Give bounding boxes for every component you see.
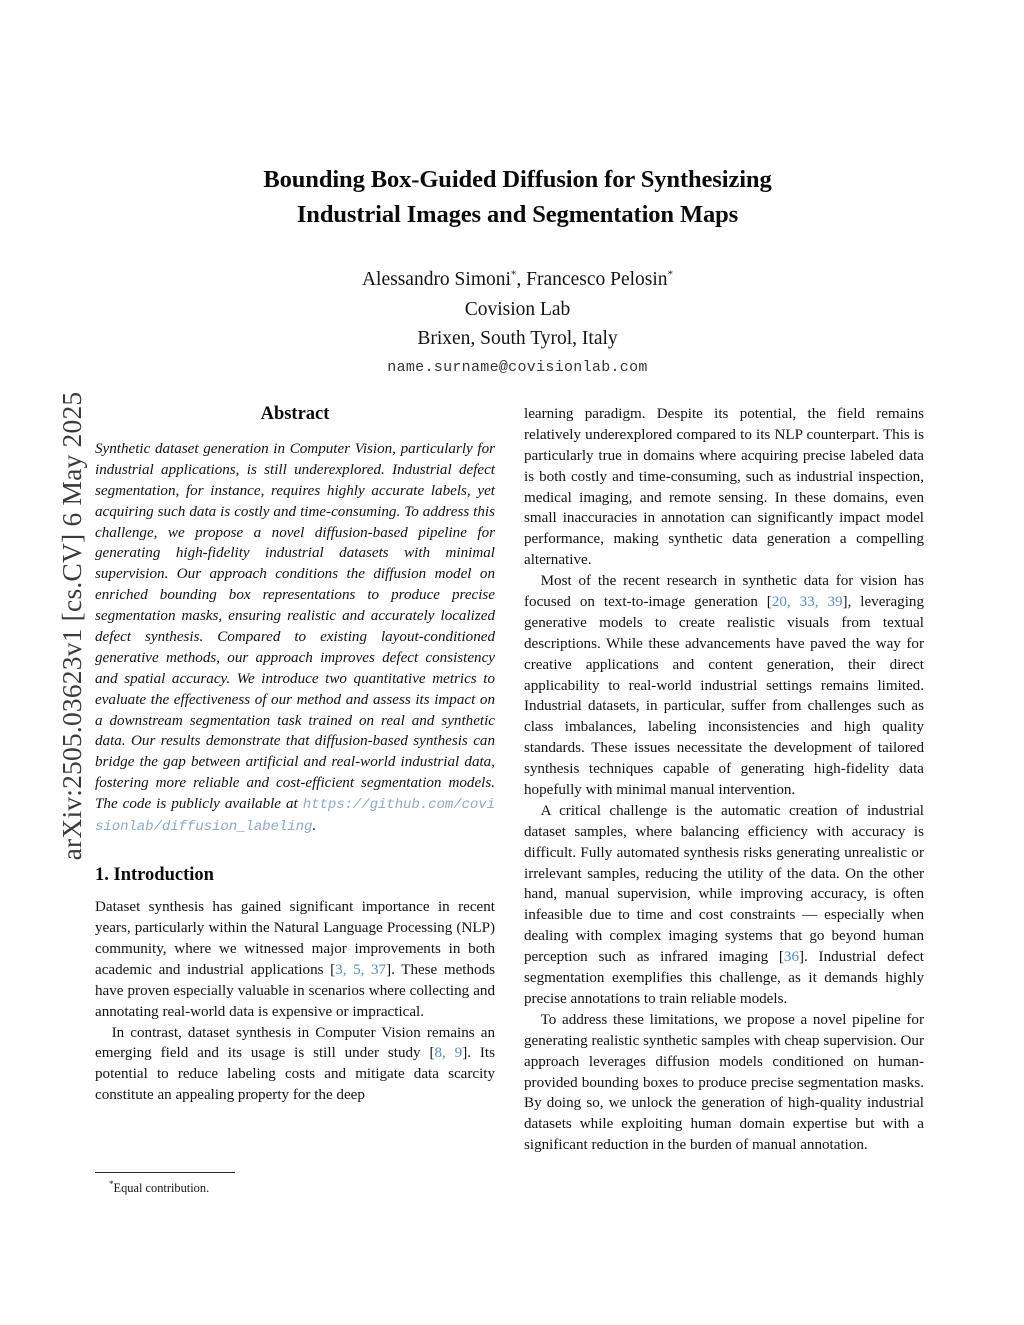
- location: Brixen, South Tyrol, Italy: [417, 328, 618, 350]
- intro-p5-part-a: A critical challenge is the automatic creation of industrial dataset samples, where balancing efficiency with accuracy is difficult. Fully automated synthesis risks generating unrealistic or irrelevant samples, reducing the utility of the data. On the other hand, manual supervision, while improving accuracy, is often infeasible due to time and cost constraints — especially when dealing with complex imaging systems that go beyond human perception such as infrared imaging [: [524, 802, 924, 966]
- affiliation: Covision Lab: [464, 298, 571, 320]
- section-heading-introduction: 1. Introduction: [95, 865, 214, 886]
- page-title: [95, 163, 940, 233]
- arxiv-stamp: arXiv:2505.03623v1 [cs.CV] 6 May 2025: [56, 391, 87, 861]
- intro-paragraph-3: learning paradigm. Despite its potential, the field remains relatively underexplored compared to its NLP counterpart. This is particularly true in domains where acquiring precise labeled data is both costly and time-consuming, such as industrial inspection, medical imaging, and remote sensing. In these domains, even small inaccuracies in annotation can significantly impact model performance, making synthetic data generation a compelling alternative.: [524, 406, 924, 569]
- intro-paragraph-4: [524, 571, 924, 801]
- author-name-2: Francesco Pelosin: [526, 269, 668, 290]
- intro-p1-part-b: ]. These methods have proven especially valuable in scenarios where collecting and annotating real-world data is expensive or impractical.: [95, 961, 496, 1020]
- footnote-block: [95, 1172, 495, 1196]
- author-footnote-marker-1: *: [510, 268, 517, 281]
- intro-paragraph-1: [95, 897, 495, 1022]
- intro-p4-part-b: ], leveraging generative models to create realistic visuals from textual descriptions. While these advancements have paved the way for creative applications and content generation, their direct applicability to real-world industrial settings remains limited. Industrial datasets, in particular, suffer from challenges such as class imbalances, labeling inconsistencies and high quality standards. These issues necessitate the development of tailored synthesis techniques capable of generating high-fidelity data hopefully with minimal manual intervention.: [524, 594, 924, 799]
- intro-paragraph-5: [524, 801, 924, 1010]
- paper-title-line-2: Industrial Images and Segmentation Maps: [296, 200, 739, 228]
- intro-p4-part-a: Most of the recent research in synthetic data for vision has focused on text-to-image generation [: [524, 573, 924, 611]
- abstract-period: .: [312, 817, 317, 834]
- author-names: Alessandro Simoni*, Francesco Pelosin*: [361, 268, 674, 290]
- authors-block: [95, 265, 940, 376]
- contact-email: name.surname@covisionlab.com: [387, 358, 648, 376]
- intro-p1-part-a: Dataset synthesis has gained significant importance in recent years, particularly within the Natural Language Processing (NLP) community, where we witnessed major improvements in both academic and industrial applications [: [95, 899, 495, 978]
- right-column: [524, 404, 924, 1156]
- author-footnote-marker-2: *: [667, 268, 674, 281]
- intro-paragraph-6: To address these limitations, we propose a novel pipeline for generating realistic synthetic samples with cheap supervision. Our approach leverages diffusion models conditioned on human-provided bounding boxes to produce precise segmentation masks. By doing so, we unlock the generation of high-quality industrial datasets while exploiting human domain expertise but with a significant reduction in the burden of manual annotation.: [524, 1011, 924, 1154]
- citation-link-36[interactable]: 36: [783, 949, 799, 966]
- footnote-marker: *: [109, 1179, 114, 1189]
- abstract-body: Synthetic dataset generation in Computer Vision, particularly for industrial applications, is still underexplored. Industrial defect segmentation, for instance, requires highly accurate labels, yet acquiring such data is costly and time-consuming. To address this challenge, we propose a novel diffusion-based pipeline for generating high-fidelity industrial datasets with minimal supervision. Our approach conditions the diffusion model on enriched bounding box representations to produce precise segmentation masks, ensuring realistic and accurately localized defect synthesis. Compared to existing layout-conditioned generative methods, our approach improves defect consistency and spatial accuracy. We introduce two quantitative metrics to evaluate the effectiveness of our method and assess its impact on a downstream segmentation task trained on real and synthetic data. Our results demonstrate that diffusion-based synthesis can bridge the gap between artificial and real-world industrial data, fostering more reliable and cost-efficient segmentation models. The code is publicly available at: [95, 441, 495, 813]
- intro-paragraph-2: [95, 1023, 495, 1107]
- intro-p5-part-b: ]. Industrial defect segmentation exemplifies this challenge, as it demands highly precise annotations to train reliable models.: [524, 949, 924, 1007]
- abstract-heading: Abstract: [260, 404, 330, 424]
- citation-link-20-33-39[interactable]: 20, 33, 39: [771, 594, 843, 611]
- left-column: [95, 404, 495, 1106]
- paper-title-line-1: Bounding Box-Guided Diffusion for Synthesizing: [263, 166, 772, 193]
- footnote-divider: [95, 1172, 235, 1173]
- intro-p2-part-a: In contrast, dataset synthesis in Computer Vision remains an emerging field and its usage is still under study [: [95, 1024, 495, 1062]
- code-repository-link[interactable]: https://github.com/covisionlab/diffusion_labeling: [95, 797, 495, 835]
- footnote-equal-contribution: [95, 1179, 495, 1196]
- abstract-paragraph: [95, 439, 495, 837]
- author-name-1: Alessandro Simoni: [361, 269, 511, 290]
- citation-link-3-5-37[interactable]: 3, 5, 37: [335, 961, 387, 978]
- footnote-text: Equal contribution.: [113, 1181, 210, 1196]
- citation-link-8-9[interactable]: 8, 9: [434, 1045, 463, 1062]
- intro-p2-part-b: ]. Its potential to reduce labeling costs and mitigate data scarcity constitute an appealing property for the deep: [95, 1045, 496, 1104]
- title-block: [95, 163, 940, 233]
